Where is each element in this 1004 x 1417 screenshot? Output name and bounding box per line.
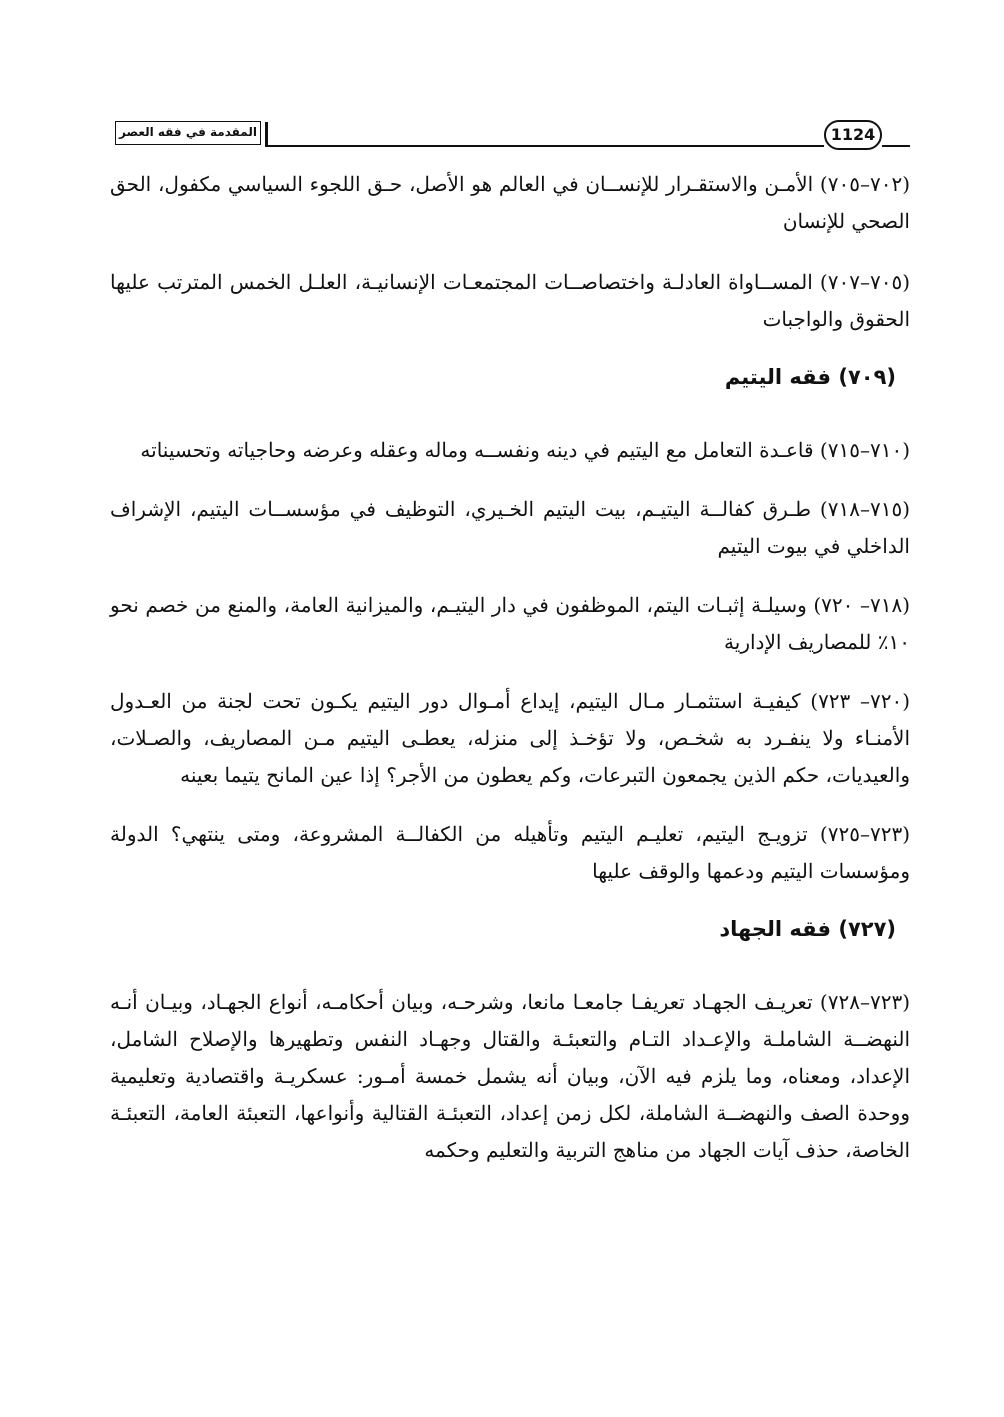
page-number: 1124 [824, 120, 882, 150]
index-entry: (٧٢٣–٧٢٥) تزويـج اليتيم، تعليـم اليتيم وتأهيله من الكفالــة المشروعة، ومتى ينتهي؟ الدولة ومؤسسات اليتيم ودعمها والوقف عليها [110, 822, 910, 883]
header-rule [267, 145, 824, 147]
index-entry: (٧١٨– ٧٢٠) وسيلـة إثبـات اليتم، الموظفون في دار اليتيـم، والميزانية العامة، والمنع من خصم نحو ١٠٪ للمصاريف الإدارية [110, 593, 910, 654]
header-rule-tail [882, 145, 910, 147]
index-entry: (٧١٥–٧١٨) طـرق كفالــة اليتيـم، بيت اليتيم الخـيري، التوظيف في مؤسســات اليتيم، الإشراف الداخلي في بيوت اليتيم [110, 497, 910, 558]
page-header [115, 118, 910, 152]
index-entry: (٧١٠–٧١٥) قاعـدة التعامل مع اليتيم في دينه ونفســه وماله وعقله وعرضه وحاجياته وتحسيناته [140, 438, 910, 462]
book-title: المقدمة في فقه العصر [115, 121, 261, 145]
section-heading: (٧٠٩) فقه اليتيم [724, 365, 896, 389]
section-heading: (٧٢٧) فقه الجهاد [719, 917, 896, 941]
index-entry: (٧٠٥–٧٠٧) المســاواة العادلـة واختصاصــات المجتمعـات الإنسانيـة، العلـل الخمس المترتب عليها الحقوق والواجبات [110, 270, 910, 331]
index-entry: (٧٢٣–٧٢٨) تعريـف الجهـاد تعريفـا جامعـا مانعا، وشرحـه، وبيان أحكامـه، أنواع الجهـاد، وبيـان أنـه النهضــة الشاملـة والإعـداد التـام والتعبئـة والقتال وجهـاد النفس وتطهيرها والإصلاح الشامل، الإعداد، ومعناه، وما يلزم فيه الآن، وبيان أنه يشمل خمسة أمـور: عسكريـة واقتصادية وتعليمية ووحدة الصف والنهضــة الشاملة، لكل زمن إعداد، التعبئـة القتالية وأنواعها، التعبئة العامة، التعبئـة الخاصة، حذف آيات الجهاد من مناهج التربية والتعليم وحكمه [110, 990, 910, 1162]
index-entry: (٧٢٠– ٧٢٣) كيفيـة استثمـار مـال اليتيم، إيداع أمـوال دور اليتيم يكـون تحت لجنة من العـدول الأمنـاء ولا ينفـرد به شخـص، ولا تؤخـذ إلى منزله، يعطـى اليتيم مـن المصاريف، والصـلات، والعيديات، حكم الذين يجمعون التبرعات، وكم يعطون من الأجر؟ إذا عين المانح يتيما بعينه [110, 689, 911, 787]
page-body [110, 166, 910, 1191]
header-divider [265, 122, 268, 147]
index-entry: (٧٠٢–٧٠٥) الأمـن والاستقـرار للإنســان في العالم هو الأصل، حـق اللجوء السياسي مكفول، الحق الصحي للإنسان [110, 172, 910, 233]
